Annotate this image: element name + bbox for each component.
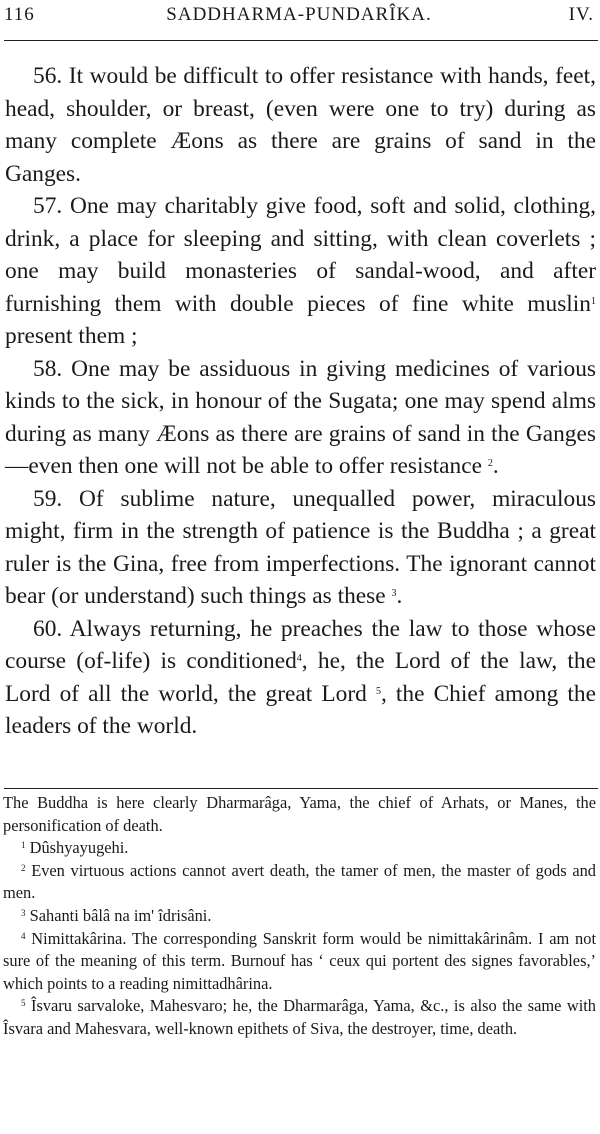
verse-60: 60. Always returning, he preaches the law to those whose course (of-life) is conditioned$^4$, he, the Lord of the law, the Lord of all the world, the great Lord $^5$, the Chief among the leaders of the world. bbox=[5, 615, 596, 739]
footnote-ref-5[interactable]: 5 bbox=[375, 685, 381, 697]
running-title: SADDHARMA-PUNDARÎKA. bbox=[166, 4, 432, 25]
verse-56: 56. It would be difficult to offer resistance with hands, feet, head, shoulder, or breast, (even were one to try) during as many complete Æons as there are grains of sand in the Ganges. bbox=[5, 63, 596, 187]
verse-body bbox=[5, 60, 596, 743]
footnote-mark: 4 bbox=[21, 930, 26, 941]
verse-59: 59. Of sublime nature, unequalled power, miraculous might, firm in the strength of patience is the Buddha ; a great ruler is the Gina, free from imperfections. The ignorant cannot bear (or understand) such things as these $^3$. bbox=[5, 485, 596, 609]
footnote-1: $^1$ Dûshyayugehi. bbox=[21, 838, 129, 858]
footnote-rule bbox=[4, 788, 598, 789]
page-number: 116 bbox=[4, 4, 35, 25]
header-rule bbox=[4, 40, 598, 41]
footnote-mark: 5 bbox=[21, 998, 26, 1009]
footnote-ref-2[interactable]: 2 bbox=[487, 458, 493, 469]
footnote-ref-3[interactable]: 3 bbox=[391, 588, 397, 599]
footnote-4: $^4$ Nimittakârina. The corresponding Sanskrit form would be nimittakârinâm. I am not sure of the meaning of this term. Burnouf has ‘ ceux qui portent des signes favorables,’ which points to a reading nimittadhârina. bbox=[3, 928, 596, 993]
footnote-2: $^2$ Even virtuous actions cannot avert death, the tamer of men, the master of gods and men. bbox=[3, 860, 596, 903]
verse-57: 57. One may charitably give food, soft and solid, clothing, drink, a place for sleeping and sitting, with clean coverlets ; one may build monasteries of sandal-wood, and after furnishing them with double pieces of fine white muslin$^1$ present them ; bbox=[5, 193, 596, 349]
footnotes bbox=[3, 792, 596, 1041]
footnote-ref-4[interactable]: 4 bbox=[296, 653, 302, 664]
footnote-5: $^5$ Îsvaru sarvaloke, Mahesvaro; he, the Dharmarâga, Yama, &c., is also the same with Îsvara and Mahesvara, well-known epithets of Siva, the destroyer, time, death. bbox=[3, 996, 596, 1038]
footnote-mark: 1 bbox=[21, 840, 26, 851]
footnote-ref-1[interactable]: 1 bbox=[591, 295, 596, 307]
footnote-mark: 3 bbox=[21, 907, 26, 918]
chapter-number: IV. bbox=[568, 4, 594, 25]
footnote-mark: 2 bbox=[21, 862, 26, 873]
verse-58: 58. One may be assiduous in giving medicines of various kinds to the sick, in honour of the Sugata; one may spend alms during as many Æons as there are grains of sand in the Ganges—even then one will not be able to offer resistance $^2$. bbox=[5, 355, 596, 479]
footnote-continuation: The Buddha is here clearly Dharmarâga, Yama, the chief of Arhats, or Manes, the personification of death. bbox=[3, 793, 596, 835]
footnote-3: $^3$ Sahanti bâlâ na im' îdrisâni. bbox=[21, 905, 212, 925]
running-header bbox=[4, 4, 594, 28]
